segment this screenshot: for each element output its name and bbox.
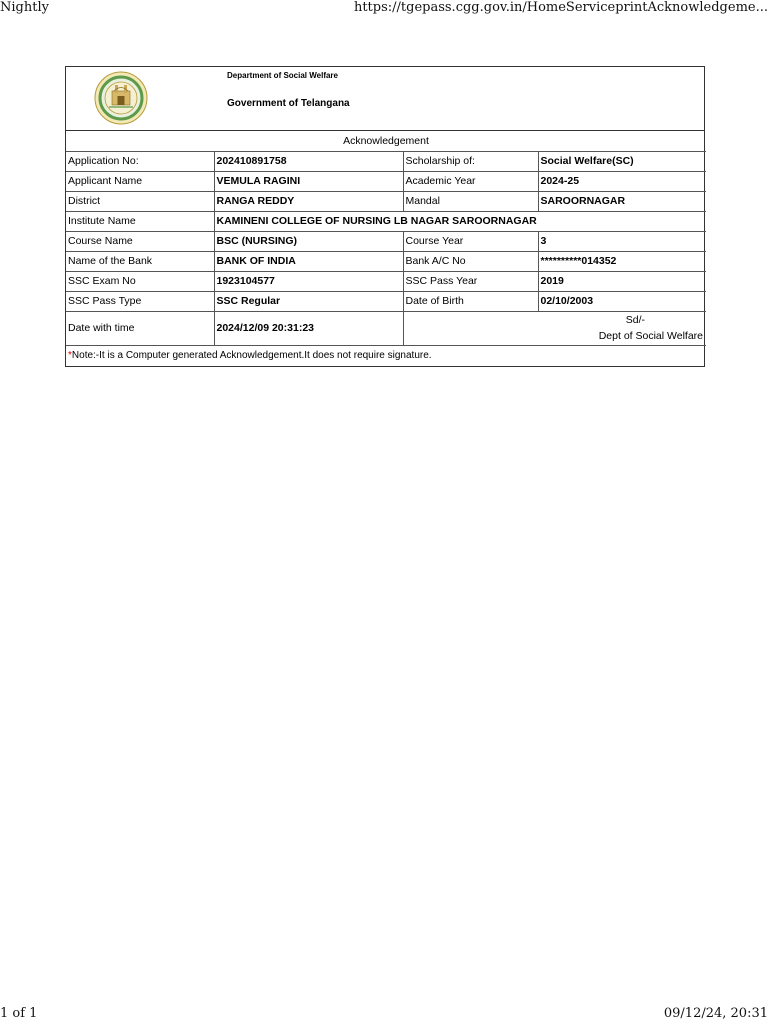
table-row (66, 191, 706, 211)
table-row (66, 291, 706, 311)
institute-value: KAMINENI COLLEGE OF NURSING LB NAGAR SAROORNAGAR (214, 211, 706, 231)
table-row (66, 131, 706, 151)
acknowledgement-title: Acknowledgement (66, 131, 706, 151)
bank-label: Name of the Bank (66, 251, 214, 271)
table-row (66, 251, 706, 271)
department-name: Department of Social Welfare (227, 71, 338, 80)
table-row (66, 345, 706, 366)
table-row (66, 211, 706, 231)
academic-year-value: 2024-25 (538, 171, 706, 191)
signature-block (403, 311, 706, 345)
ssc-exam-value: 1923104577 (214, 271, 403, 291)
dob-value: 02/10/2003 (538, 291, 706, 311)
table-row (66, 231, 706, 251)
table-row (66, 311, 706, 345)
page-count: 1 of 1 (0, 1006, 38, 1021)
acknowledgement-table (66, 131, 706, 366)
datetime-label: Date with time (66, 311, 214, 345)
signature-dept: Dept of Social Welfare (598, 330, 703, 342)
ssc-type-value: SSC Regular (214, 291, 403, 311)
course-year-value: 3 (538, 231, 706, 251)
applicant-name-value: VEMULA RAGINI (214, 171, 403, 191)
applicant-name-label: Applicant Name (66, 171, 214, 191)
document-header (66, 67, 704, 131)
academic-year-label: Academic Year (403, 171, 538, 191)
print-datetime: 09/12/24, 20:31 (663, 1006, 768, 1021)
account-value: **********014352 (538, 251, 706, 271)
course-name-label: Course Name (66, 231, 214, 251)
table-row (66, 151, 706, 171)
scholarship-label: Scholarship of: (403, 151, 538, 171)
telangana-emblem-icon (94, 71, 148, 125)
dob-label: Date of Birth (403, 291, 538, 311)
print-header (0, 0, 768, 18)
print-footer (0, 1006, 768, 1024)
ssc-exam-label: SSC Exam No (66, 271, 214, 291)
note-row (66, 345, 706, 366)
ssc-year-label: SSC Pass Year (403, 271, 538, 291)
browser-name: Nightly (0, 0, 49, 15)
course-name-value: BSC (NURSING) (214, 231, 403, 251)
signature-sd: Sd/- (625, 314, 645, 326)
table-row (66, 271, 706, 291)
acknowledgement-document (65, 66, 705, 367)
application-no-label: Application No: (66, 151, 214, 171)
district-label: District (66, 191, 214, 211)
table-row (66, 171, 706, 191)
mandal-label: Mandal (403, 191, 538, 211)
course-year-label: Course Year (403, 231, 538, 251)
district-value: RANGA REDDY (214, 191, 403, 211)
datetime-value: 2024/12/09 20:31:23 (214, 311, 403, 345)
ssc-type-label: SSC Pass Type (66, 291, 214, 311)
government-name: Government of Telangana (227, 98, 350, 109)
page-url: https://tgepass.cgg.gov.in/HomeServiceprintAcknowledgeme... (353, 0, 768, 15)
application-no-value: 202410891758 (214, 151, 403, 171)
note-asterisk: * (68, 350, 72, 362)
note-text: Note:-It is a Computer generated Acknowledgement.It does not require signature. (71, 350, 432, 362)
scholarship-value: Social Welfare(SC) (538, 151, 706, 171)
bank-value: BANK OF INDIA (214, 251, 403, 271)
institute-label: Institute Name (66, 211, 214, 231)
account-label: Bank A/C No (403, 251, 538, 271)
ssc-year-value: 2019 (538, 271, 706, 291)
mandal-value: SAROORNAGAR (538, 191, 706, 211)
